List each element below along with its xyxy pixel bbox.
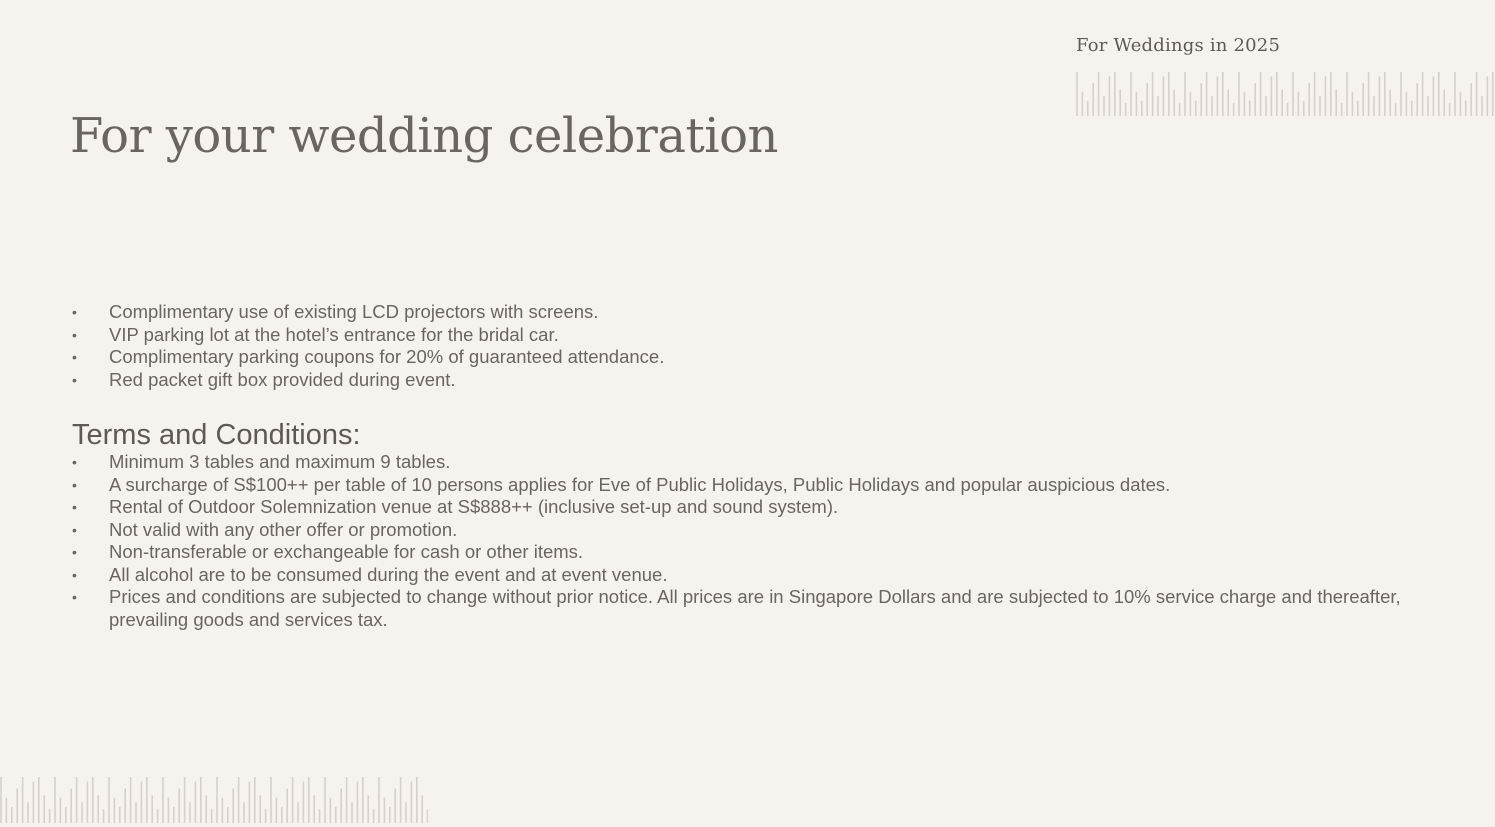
list-item-text: Prices and conditions are subjected to change without prior notice. All prices are in Singapore Dollars and are subjected to 10% service charge and thereafter, prevailing goods and services tax. <box>109 586 1401 630</box>
list-item <box>72 346 1442 369</box>
list-item-text: Not valid with any other offer or promotion. <box>109 518 458 540</box>
list-item <box>72 496 1442 519</box>
bullet-icon: • <box>72 371 77 388</box>
decorative-line-pattern-top <box>1076 72 1495 116</box>
terms-list <box>72 451 1442 631</box>
page-title: For your wedding celebration <box>70 108 778 164</box>
list-item <box>72 519 1442 542</box>
benefits-list <box>72 301 1442 391</box>
decorative-line-pattern-bottom <box>0 777 428 823</box>
list-item-text: Complimentary parking coupons for 20% of guaranteed attendance. <box>109 346 665 367</box>
bullet-icon: • <box>72 566 77 583</box>
list-item-text: Non-transferable or exchangeable for cash or other items. <box>109 541 584 562</box>
list-item-text: A surcharge of S$100++ per table of 10 persons applies for Eve of Public Holidays, Public Holidays and popular auspicious dates. <box>109 473 1171 495</box>
bullet-icon: • <box>72 326 77 343</box>
bullet-icon: • <box>72 476 77 493</box>
bullet-icon: • <box>72 589 77 605</box>
bullet-icon: • <box>72 454 77 470</box>
list-item-text: Minimum 3 tables and maximum 9 tables. <box>109 451 451 472</box>
list-item <box>72 324 1442 347</box>
bullet-icon: • <box>72 499 77 515</box>
content-area <box>72 301 1442 631</box>
terms-heading: Terms and Conditions: <box>72 419 361 451</box>
list-item <box>72 474 1442 497</box>
header-tag: For Weddings in 2025 <box>1076 35 1281 56</box>
bullet-icon: • <box>72 544 77 560</box>
list-item <box>72 564 1442 587</box>
list-item-text: VIP parking lot at the hotel’s entrance for the bridal car. <box>109 323 559 345</box>
list-item-text: Complimentary use of existing LCD projectors with screens. <box>109 301 599 322</box>
bullet-icon: • <box>72 304 77 320</box>
list-item <box>72 369 1442 392</box>
list-item-text: Rental of Outdoor Solemnization venue at S$888++ (inclusive set-up and sound system). <box>109 496 839 517</box>
list-item <box>72 541 1442 564</box>
list-item <box>72 586 1442 631</box>
list-item <box>72 301 1442 324</box>
list-item <box>72 451 1442 474</box>
list-item-text: Red packet gift box provided during event. <box>109 368 456 390</box>
bullet-icon: • <box>72 349 77 365</box>
bullet-icon: • <box>72 521 77 538</box>
list-item-text: All alcohol are to be consumed during the event and at event venue. <box>109 563 668 585</box>
